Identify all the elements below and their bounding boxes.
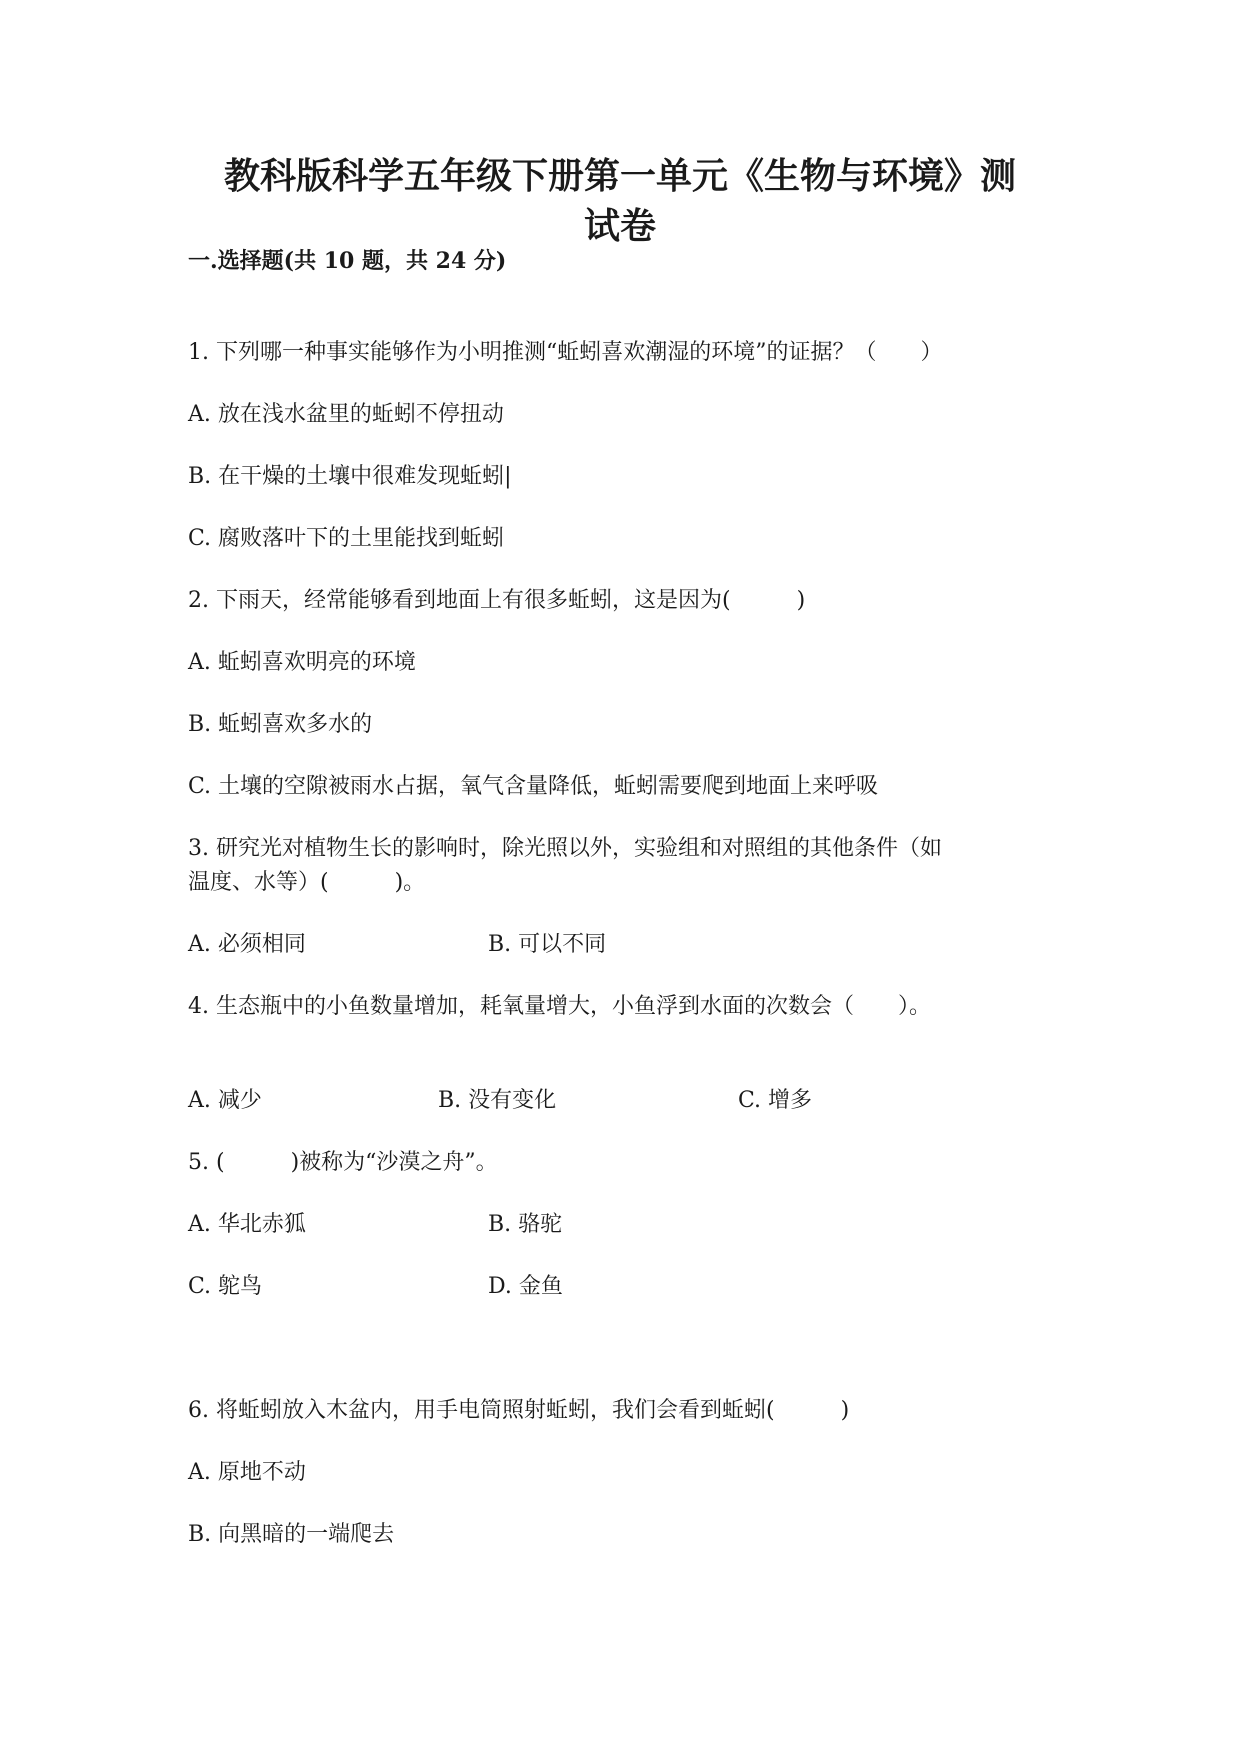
question-6-option-b: B. 向黑暗的一端爬去 — [188, 1522, 395, 1547]
question-5-option-d: D. 金鱼 — [488, 1274, 563, 1299]
question-2-option-c: C. 土壤的空隙被雨水占据，氧气含量降低，蚯蚓需要爬到地面上来呼吸 — [188, 774, 879, 799]
question-5-option-c: C. 鸵鸟 — [188, 1274, 263, 1299]
question-1-stem: 1. 下列哪一种事实能够作为小明推测“蚯蚓喜欢潮湿的环境”的证据？（ ） — [188, 340, 943, 365]
question-3-option-a: A. 必须相同 — [188, 932, 306, 957]
question-4-option-b: B. 没有变化 — [438, 1088, 557, 1113]
question-4-option-c: C. 增多 — [738, 1088, 813, 1113]
question-1-option-c: C. 腐败落叶下的土里能找到蚯蚓 — [188, 526, 505, 551]
section-heading: 一.选择题(共 10 题，共 24 分) — [188, 248, 507, 274]
question-2-stem: 2. 下雨天，经常能够看到地面上有很多蚯蚓，这是因为( ) — [188, 588, 806, 613]
question-1-option-a: A. 放在浅水盆里的蚯蚓不停扭动 — [188, 402, 504, 427]
question-6-stem: 6. 将蚯蚓放入木盆内，用手电筒照射蚯蚓，我们会看到蚯蚓( ) — [188, 1398, 850, 1423]
question-4-stem: 4. 生态瓶中的小鱼数量增加，耗氧量增大，小鱼浮到水面的次数会（ ）。 — [188, 994, 931, 1019]
question-1-option-b: B. 在干燥的土壤中很难发现蚯蚓| — [188, 464, 512, 489]
question-3-option-b: B. 可以不同 — [488, 932, 607, 957]
question-2-option-a: A. 蚯蚓喜欢明亮的环境 — [188, 650, 416, 675]
question-5-option-b: B. 骆驼 — [488, 1212, 563, 1237]
question-3-stem-line-2: 温度、水等）( )。 — [188, 870, 426, 895]
page-title-line-2: 试卷 — [583, 205, 656, 247]
question-6-option-a: A. 原地不动 — [188, 1460, 306, 1485]
question-4-option-a: A. 减少 — [188, 1088, 262, 1113]
question-3-stem-line-1: 3. 研究光对植物生长的影响时，除光照以外，实验组和对照组的其他条件（如 — [188, 836, 942, 861]
question-5-option-a: A. 华北赤狐 — [188, 1212, 306, 1237]
question-5-stem: 5. ( )被称为“沙漠之舟”。 — [188, 1150, 498, 1175]
page-title-line-1: 教科版科学五年级下册第一单元《生物与环境》测 — [223, 155, 1016, 197]
question-2-option-b: B. 蚯蚓喜欢多水的 — [188, 712, 373, 737]
